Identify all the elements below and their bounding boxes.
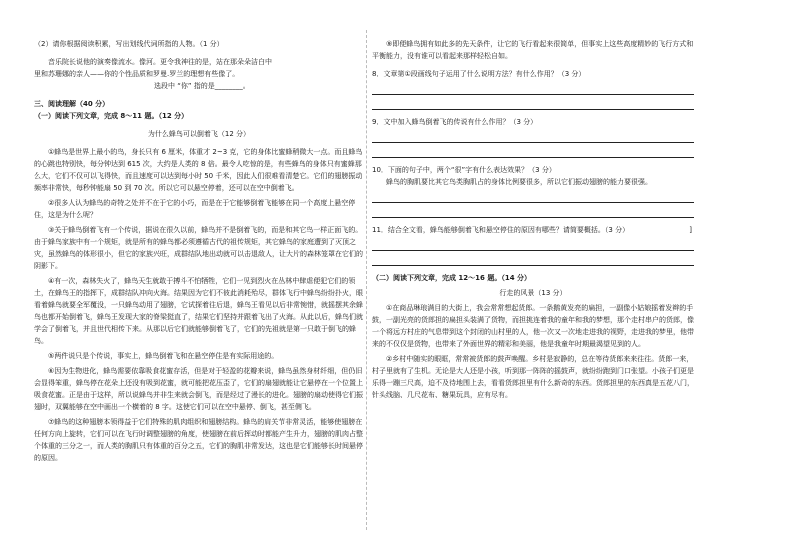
question-9: 9．文中加入蜂鸟倒着飞的传说有什么作用？（3 分） xyxy=(372,118,538,126)
q2-answer-prompt: 选段中 “你” 指的是________。 xyxy=(154,82,250,90)
column-divider xyxy=(366,30,367,530)
paragraph-7: ⑦蜂鸟的这种翅膀本领得益于它们特殊的肌肉组织和翅膀结构。蜂鸟的肩关节非常灵活，能够使翅膀在任何方向上旋转，它们可以在飞行时调整翅膀的角度，使翅膀在前后挥动时都能产生升力，翅膀的肌肉占整个体重的三分之一，而人类的胸肌只有体重的百分之五，它们的胸肌非常发达，这也是它们能够长时间悬停的原因。 xyxy=(34,418,363,462)
q2-excerpt-a: 音乐院长说他的演奏像流水。像河。更令我神往的是，站在那朵朵洁白中 xyxy=(48,58,272,66)
question-11 xyxy=(372,224,694,236)
article-2-title: 行走的风景（13 分） xyxy=(499,289,567,297)
answer-line[interactable] xyxy=(372,142,694,143)
paragraph-1: ①蜂鸟是世界上最小的鸟，身长只有 6 厘米，体重才 2~3 克，它的身体比蜜蜂稍微大一点。而且蜂鸟的心跳也特别快，每分钟达到 615 次，大约是人类的 8 倍。最令人吃惊的是，有些蜂鸟的身体只有蜜蜂那么大，它们不仅可以飞得快，而且速度可以达到每小时 50 千米，因此人们很难看清楚它。它们的翅膀振动频率非常快，每秒钟能扇 50 到 70 次。所以它可以悬空停着，还可以在空中倒着飞。 xyxy=(34,148,363,192)
article-2-paragraph-1: ①在商品琳琅满目的大街上，我会常常想起货郎。一条鹅黄发亮的扁担，一副像小姑娘摇着发辫的手鼓，一副光亮的货郎担的扁担头装满了货物，而担挑连着我的童年和我的梦想，那个走村串户的货郎，像一个将远方村庄的气息带到这个封闭的山村里的人，他一次又一次地走进我的视野，走进我的梦里，他带来的不仅仅是货物，也带来了外面世界的精彩和美丽，他是我童年时期最渴望见到的人。 xyxy=(372,304,694,348)
section-3-2-heading: （二）阅读下列文章，完成 12～16 题。（14 分） xyxy=(372,274,532,282)
question-2: （2）请你根据阅读积累，写出划线代词所指的人物。（1 分） xyxy=(34,40,224,48)
q11-bracket: ] xyxy=(689,226,692,234)
paragraph-6: ⑥因为生物进化，蜂鸟需要依靠吸食花蜜存活，但是对于轻盈的花瓣来说，蜂鸟虽然身材纤细，但仍旧会显得笨重，蜂鸟停在花朵上还没有吸到花蜜，就可能把花压歪了，它们的扇翅就能让它悬停在一个位置上吸食花蜜。正是由于这样，所以说蜂鸟并非生来就会倒飞，而是经过了漫长的进化。翅膀的扇动使得它们振翅时，双翼能够在空中画出一个横着的 8 字。这使它们可以在空中悬停、倒飞，甚至侧飞。 xyxy=(34,367,363,411)
article-title: 为什么蜂鸟可以倒着飞（12 分） xyxy=(147,130,251,138)
answer-line[interactable] xyxy=(372,250,694,251)
right-column xyxy=(372,38,694,401)
question-8: 8．文章第①段画线句子运用了什么说明方法？有什么作用？（3 分） xyxy=(372,70,586,78)
paragraph-9: ⑨即便蜂鸟拥有如此多的先天条件，让它的飞行看起来很简单，但事实上这些高度精妙的飞行方式和平衡能力，没有谁可以看起来那样轻松自如。 xyxy=(372,40,694,60)
paragraph-2: ②很多人认为蜂鸟的奇特之处并不在于它的小巧，而是在于它能够倒着飞能够在同一个高度上悬空停住，这是为什么呢？ xyxy=(34,199,356,219)
q2-excerpt-b: 里和苏珊娜的亲人——你的个性品质和罗曼.罗兰的理想有些像了。 xyxy=(34,70,240,78)
paragraph-3: ③关于蜂鸟倒着飞有一个传说，据说在很久以前，蜂鸟并不是倒着飞的，而是和其它鸟一样正面飞的。由于蜂鸟家族中有一个规矩，就是所有的蜂鸟都必须遵循古代的祖传规矩，其它蜂鸟的家庭遭到了灭顶之灾，虽然蜂鸟的体形很小，但它的家族兴旺，成群结队地出动就可以击退敌人，让大片的森林笼罩在它们的阴影下。 xyxy=(34,226,363,270)
section-3-heading: 三、阅读理解（40 分） xyxy=(34,100,110,108)
left-column xyxy=(34,38,364,464)
answer-line[interactable] xyxy=(372,94,694,95)
question-10: 10．下面的句子中，两个“很”字有什么表达效果？（3 分） xyxy=(372,166,556,174)
article-2-paragraph-2: ②乡村中随实的眼眶，常常被货郎的鼓声唤醒。乡村是寂静的，总在等待货郎来来往往。货郎一来，村子里就有了生机。无论是大人还是小孩，听到那一阵阵的摇鼓声，就纷纷跑到门口张望。小孩子们更是乐得一蹦三尺高，迫不及待地围上去，看看货郎担里有什么新奇的东西。货郎担里的东西真是五花八门，针头线脑、几尺花布、糖果玩具，应有尽有。 xyxy=(372,355,694,399)
paragraph-4: ④有一次，森林失火了，蜂鸟天生就敢于搏斗不怕牺牲，它们一见到烈火在丛林中肆虐便犯它们的领土，在蜂鸟王的指挥下，成群结队冲向火海。结果因为它们不彼此消耗殆尽，群体飞行中蜂鸟纷纷扑火，眼看着蜂鸟就要全军覆没，一只蜂鸟动用了翅膀，它试探着往后退，蜂鸟王看见以后非常惋惜，就摇摆其余蜂鸟也都开始倒着飞，蜂鸟王发现大家的脊梁挺直了，结果它们坚持并跟着飞出了火海。从此以后，蜂鸟们就学会了倒着飞，并且世代相传下来。从那以后它们就能够倒着飞了，它们的先祖就是第一只敢于倒飞的蜂鸟。 xyxy=(34,277,363,345)
question-10-quote: 蜂鸟的胸肌要比其它鸟类胸肌占的身体比例要很多，所以它们振动翅膀的能力要很强。 xyxy=(386,178,652,186)
section-3-1-heading: （一）阅读下列文章，完成 8～11 题。（12 分） xyxy=(34,112,189,120)
question-11-text: 11．结合全文看，蜂鸟能够倒着飞和悬空停住的原因有哪些？请简要概括。（3 分） xyxy=(372,226,630,234)
paragraph-5: ⑤两件说只是个传说，事实上，蜂鸟倒着飞和在悬空停住是有实际用途的。 xyxy=(48,352,279,360)
answer-line[interactable] xyxy=(372,202,694,203)
